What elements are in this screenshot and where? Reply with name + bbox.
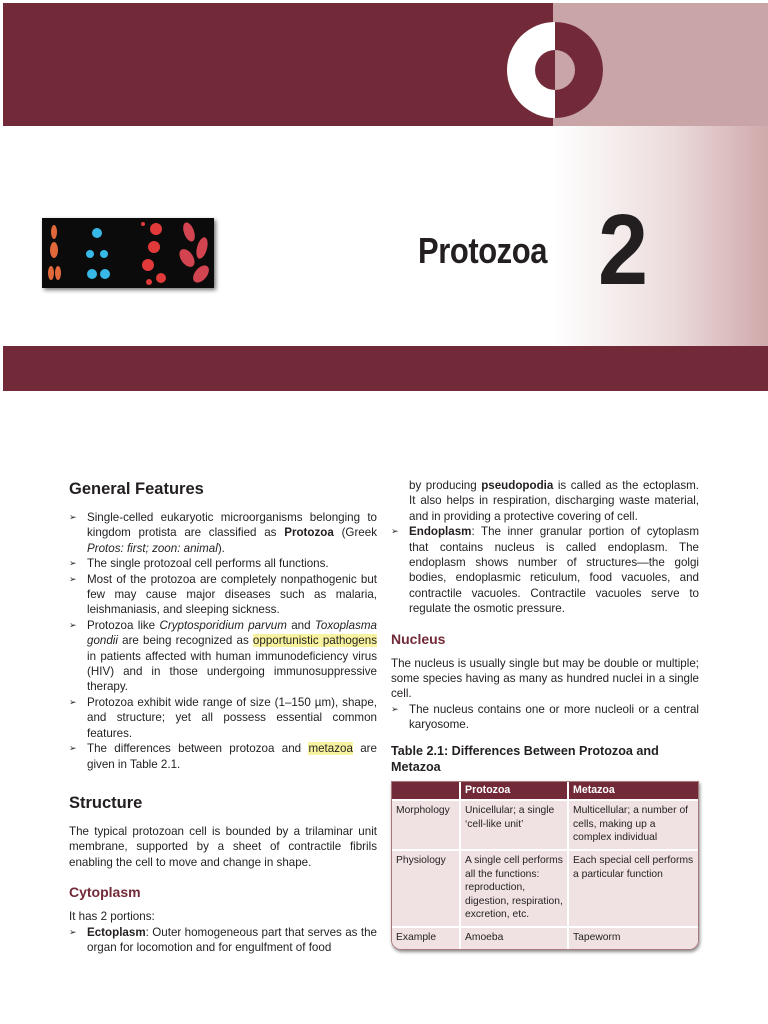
highlight: metazoa xyxy=(308,742,353,756)
term: Ectoplasm xyxy=(87,925,146,939)
text: are being recognized as xyxy=(117,634,253,648)
table-header-cell: Protozoa xyxy=(460,782,568,801)
species-name: Toxoplasma gondii xyxy=(87,618,377,648)
table-header-cell xyxy=(392,782,460,801)
general-features-list xyxy=(69,510,377,772)
term: pseudopodia xyxy=(481,479,554,492)
text: The differences between protozoa and xyxy=(87,742,309,756)
cytoplasm-list xyxy=(69,925,377,956)
term: Endoplasm xyxy=(409,525,472,539)
table-cell: Tapeworm xyxy=(568,927,698,949)
list-item xyxy=(69,925,377,956)
chapter-title: Protozoa xyxy=(418,230,548,271)
endoplasm-list xyxy=(391,524,699,616)
comparison-table-container xyxy=(391,781,699,950)
left-column xyxy=(69,478,377,955)
cytoplasm-intro: It has 2 portions: xyxy=(69,910,155,924)
list-item: ➢ The nucleus contains one or more nucleoli or a central karyosome. xyxy=(391,702,699,733)
etymology: Protos: first; zoon: animal xyxy=(87,541,218,555)
table-cell: Each special cell performs a particular function xyxy=(568,850,698,927)
table-caption: Table 2.1: Differences Between Protozoa and Metazoa xyxy=(391,743,659,774)
text: are given in Table 2.1. xyxy=(87,742,377,771)
table-cell: Unicellular; a single ‘cell-like unit’ xyxy=(460,800,568,850)
text: Single-celled eukaryotic microorganisms belonging to kingdom protista are classified as xyxy=(87,511,377,540)
header-gradient xyxy=(553,126,768,346)
text: (Greek xyxy=(333,526,377,540)
table-cell: Example xyxy=(392,927,460,949)
table-cell: Multicellular; a number of cells, making up a complex individual xyxy=(568,800,698,850)
text: by producing xyxy=(409,479,482,492)
header-band-top xyxy=(3,3,553,126)
list-item xyxy=(69,510,377,556)
table-row xyxy=(392,850,698,927)
highlight: opportunistic pathogens xyxy=(252,634,377,648)
text: and xyxy=(286,618,315,632)
table-cell: A single cell performs all the functions: reproduction, digestion, respiration, excretion, etc. xyxy=(460,850,568,927)
cytoplasm-heading: Cytoplasm xyxy=(69,884,141,901)
term: Protozoa xyxy=(284,526,334,540)
table-header-cell: Metazoa xyxy=(568,782,698,801)
text: in patients affected with human immunodeficiency virus (HIV) and in those undergoing immunosuppressive therapy. xyxy=(87,649,377,694)
comparison-table xyxy=(392,782,698,949)
table-cell: Physiology xyxy=(392,850,460,927)
table-header-row xyxy=(392,782,698,801)
list-item xyxy=(69,741,377,772)
nucleus-list xyxy=(391,702,699,733)
list-item: ➢ Most of the protozoa are completely nonpathogenic but few may cause major diseases such as malaria, leishmaniasis, and sleeping sickness. xyxy=(69,572,377,618)
chapter-number: 2 xyxy=(598,194,649,306)
general-features-heading: General Features xyxy=(69,480,204,498)
table-cell: Morphology xyxy=(392,800,460,850)
table-cell: Amoeba xyxy=(460,927,568,949)
text: ). xyxy=(217,541,225,555)
nucleus-heading: Nucleus xyxy=(391,630,446,647)
right-column xyxy=(391,478,699,950)
header-band-bottom xyxy=(3,346,768,391)
list-item xyxy=(391,524,699,616)
table-row xyxy=(392,927,698,949)
list-item: ➢ Protozoa exhibit wide range of size (1–150 µm), shape, and structure; yet all possess essential common features. xyxy=(69,695,377,741)
table-row xyxy=(392,800,698,850)
text: : Outer homogeneous part that serves as the organ for locomotion and for engulfment of food xyxy=(87,925,377,954)
text: is called as the ectoplasm. It also helps in respiration, discharging waste material, and in providing a protective covering of cell. xyxy=(409,479,699,523)
list-item: ➢ The single protozoal cell performs all functions. xyxy=(69,556,377,571)
text: : The inner granular portion of cytoplasm that contains nucleus is called endoplasm. The endoplasm shows number of structures—the golgi bodies, endoplasmic reticulum, food vacuoles, and contractile vacuoles. Contractile vacuoles serve to regulate the osmotic pressure. xyxy=(409,525,699,616)
nucleus-paragraph: The nucleus is usually single but may be double or multiple; some species having as many as hundred nuclei in a single cell. xyxy=(391,656,699,701)
structure-paragraph: The typical protozoan cell is bounded by a trilaminar unit membrane, supported by a sheet of contractile fibrils enabling the cell to move and change in shape. xyxy=(69,824,377,869)
ectoplasm-continuation xyxy=(391,478,699,524)
text: Protozoa like xyxy=(87,618,160,632)
chapter-logo-icon xyxy=(505,20,605,120)
protozoa-thumbnail-image xyxy=(42,218,214,288)
structure-heading: Structure xyxy=(69,793,143,812)
species-name: Cryptosporidium parvum xyxy=(159,618,287,632)
list-item xyxy=(69,618,377,695)
